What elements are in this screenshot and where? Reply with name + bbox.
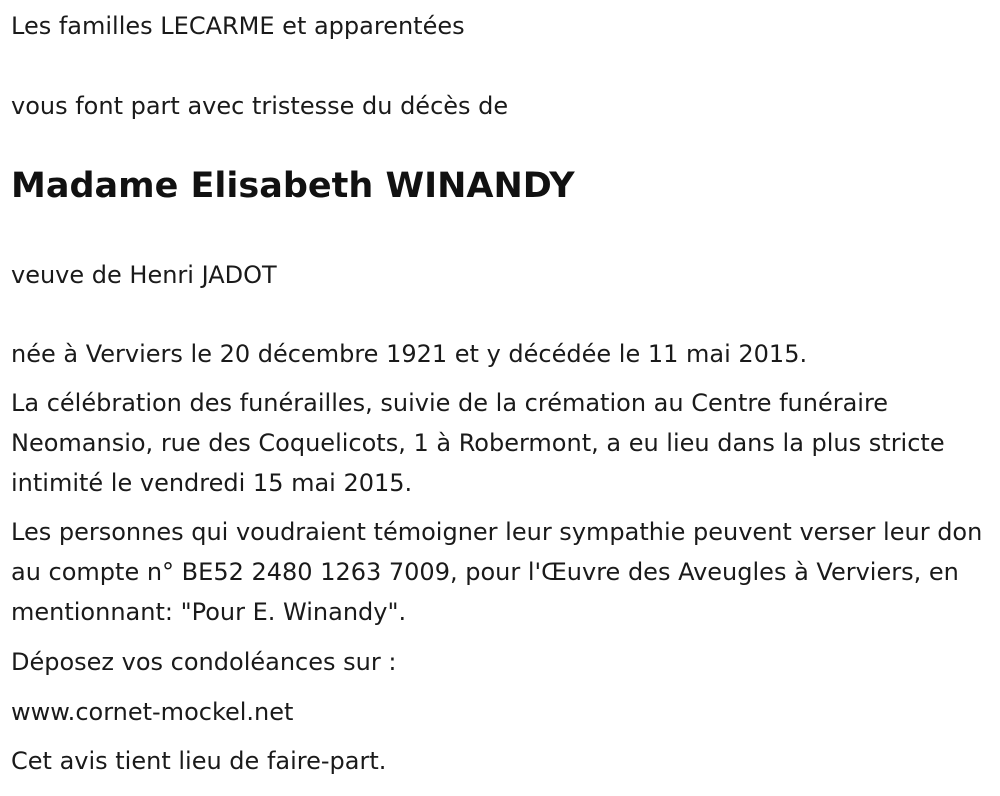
birth-death-line: née à Verviers le 20 décembre 1921 et y décédée le 11 mai 2015. [11,340,808,368]
donation-paragraph: Les personnes qui voudraient témoigner leur sympathie peuvent verser leur don au compte n° BE52 2480 1263 7009, pour l'Œuvre des Aveugles à Verviers, en mentionnant: "Pour E. Winandy". [11,518,983,626]
announcement-line: vous font part avec tristesse du décès de [11,92,509,120]
condolences-prompt: Déposez vos condoléances sur : [11,648,397,676]
website-link[interactable]: www.cornet-mockel.net [11,698,294,726]
families-line: Les familles LECARME et apparentées [11,12,465,40]
funeral-paragraph: La célébration des funérailles, suivie de la crémation au Centre funéraire Neomansio, rue des Coquelicots, 1 à Robermont, a eu lieu dans la plus stricte intimité le vendredi 15 mai 2015. [11,389,945,497]
deceased-name: Madame Elisabeth WINANDY [11,166,575,206]
widow-of-line: veuve de Henri JADOT [11,261,277,289]
closing-line: Cet avis tient lieu de faire-part. [11,747,387,775]
